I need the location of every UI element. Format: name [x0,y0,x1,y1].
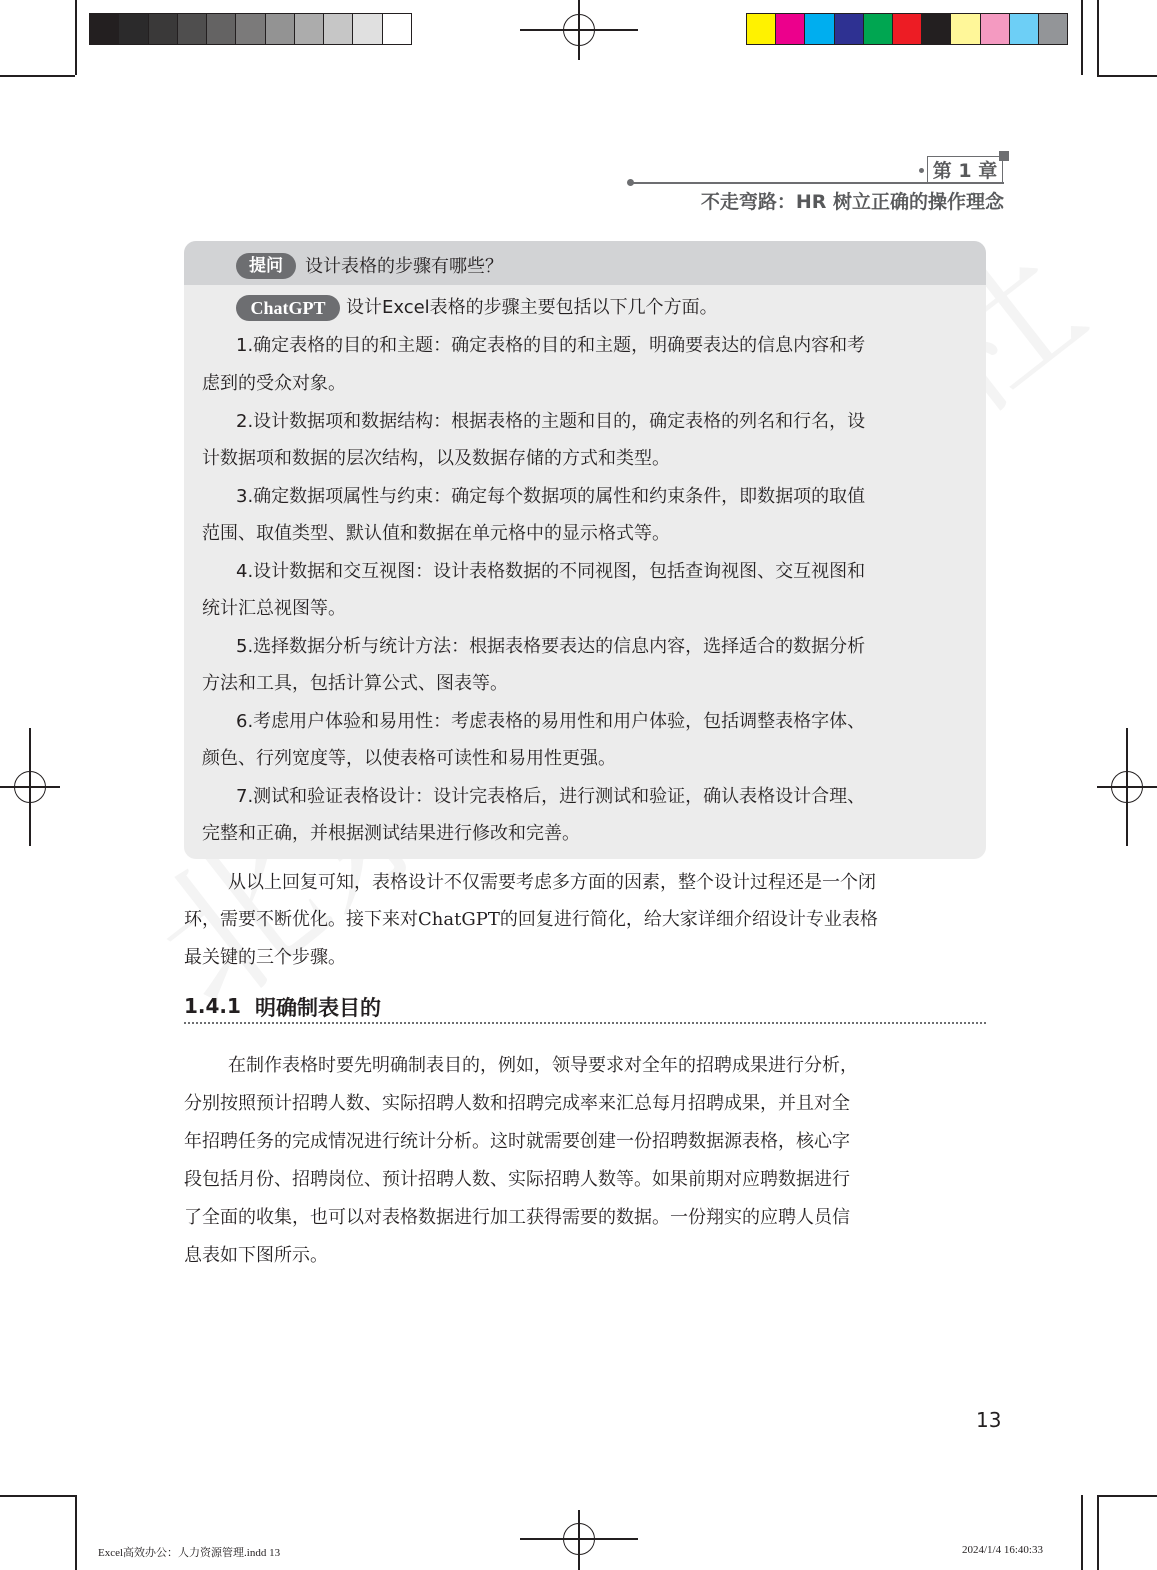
answer-line: 计数据项和数据的层次结构，以及数据存储的方式和类型。 [202,448,670,469]
header-rule [630,182,1004,184]
header-dot [919,168,924,173]
section-body-line: 年招聘任务的完成情况进行统计分析。这时就需要创建一份招聘数据源表格，核心字 [184,1131,850,1152]
color-swatch [893,14,922,44]
section-body-line: 息表如下图所示。 [184,1245,328,1266]
gray-swatch [236,14,265,44]
answer-line: 颜色、行列宽度等，以使表格可读性和易用性更强。 [202,748,616,769]
color-swatch [951,14,980,44]
section-body-line: 分别按照预计招聘人数、实际招聘人数和招聘完成率来汇总每月招聘成果，并且对全 [184,1093,850,1114]
gray-swatch [295,14,324,44]
gray-swatch [266,14,295,44]
section-number: 1.4.1 [184,994,241,1018]
gray-swatch [178,14,207,44]
color-swatch [1010,14,1039,44]
answer-tag: ChatGPT [236,295,340,321]
color-calibration-bar [746,13,1068,45]
question-tag: 提问 [236,253,296,279]
print-slug-filename: Excel高效办公：人力资源管理.indd 13 [98,1547,281,1559]
summary-line: 从以上回复可知，表格设计不仅需要考虑多方面的因素，整个设计过程还是一个闭 [228,872,876,893]
chapter-subtitle: 不走弯路：HR 树立正确的操作理念 [700,191,1004,213]
color-swatch [835,14,864,44]
section-body-line: 了全面的收集，也可以对表格数据进行加工获得需要的数据。一份翔实的应聘人员信 [184,1207,850,1228]
gray-swatch [119,14,148,44]
gray-swatch [383,14,411,44]
color-swatch [981,14,1010,44]
section-rule [184,1022,986,1024]
answer-line: 虑到的受众对象。 [202,373,346,394]
answer-line: 7.测试和验证表格设计：设计完表格后，进行测试和验证，确认表格设计合理、 [236,786,866,807]
answer-line: 统计汇总视图等。 [202,598,346,619]
answer-line: 完整和正确，并根据测试结果进行修改和完善。 [202,823,580,844]
qa-box [184,241,986,859]
grayscale-calibration-bar [89,13,412,45]
gray-swatch [353,14,382,44]
chapter-corner-mark [999,151,1009,161]
print-slug-timestamp: 2024/1/4 16:40:33 [962,1544,1043,1556]
page-number: 13 [976,1408,1002,1432]
color-swatch [805,14,834,44]
gray-swatch [149,14,178,44]
color-swatch [747,14,776,44]
section-body-line: 段包括月份、招聘岗位、预计招聘人数、实际招聘人数等。如果前期对应聘数据进行 [184,1169,850,1190]
answer-line: 2.设计数据项和数据结构：根据表格的主题和目的，确定表格的列名和行名，设 [236,411,866,432]
color-swatch [776,14,805,44]
color-swatch [922,14,951,44]
answer-line: 范围、取值类型、默认值和数据在单元格中的显示格式等。 [202,523,670,544]
color-swatch [864,14,893,44]
summary-line: 环，需要不断优化。接下来对ChatGPT的回复进行简化，给大家详细介绍设计专业表格 [184,909,878,930]
answer-line: 6.考虑用户体验和易用性：考虑表格的易用性和用户体验，包括调整表格字体、 [236,711,866,732]
gray-swatch [207,14,236,44]
color-swatch [1039,14,1067,44]
answer-line: 4.设计数据和交互视图：设计表格数据的不同视图，包括查询视图、交互视图和 [236,561,866,582]
answer-intro: 设计Excel表格的步骤主要包括以下几个方面。 [346,297,718,318]
section-body-line: 在制作表格时要先明确制表目的，例如，领导要求对全年的招聘成果进行分析， [228,1055,858,1076]
answer-line: 3.确定数据项属性与约束：确定每个数据项的属性和约束条件，即数据项的取值 [236,486,866,507]
answer-line: 1.确定表格的目的和主题：确定表格的目的和主题，明确要表达的信息内容和考 [236,335,866,356]
answer-line: 5.选择数据分析与统计方法：根据表格要表达的信息内容，选择适合的数据分析 [236,636,866,657]
answer-line: 方法和工具，包括计算公式、图表等。 [202,673,508,694]
gray-swatch [324,14,353,44]
gray-swatch [90,14,119,44]
summary-line: 最关键的三个步骤。 [184,947,346,968]
section-title: 明确制表目的 [255,996,381,1020]
question-text: 设计表格的步骤有哪些？ [305,256,503,277]
chapter-label: 第 1 章 [927,156,1003,184]
